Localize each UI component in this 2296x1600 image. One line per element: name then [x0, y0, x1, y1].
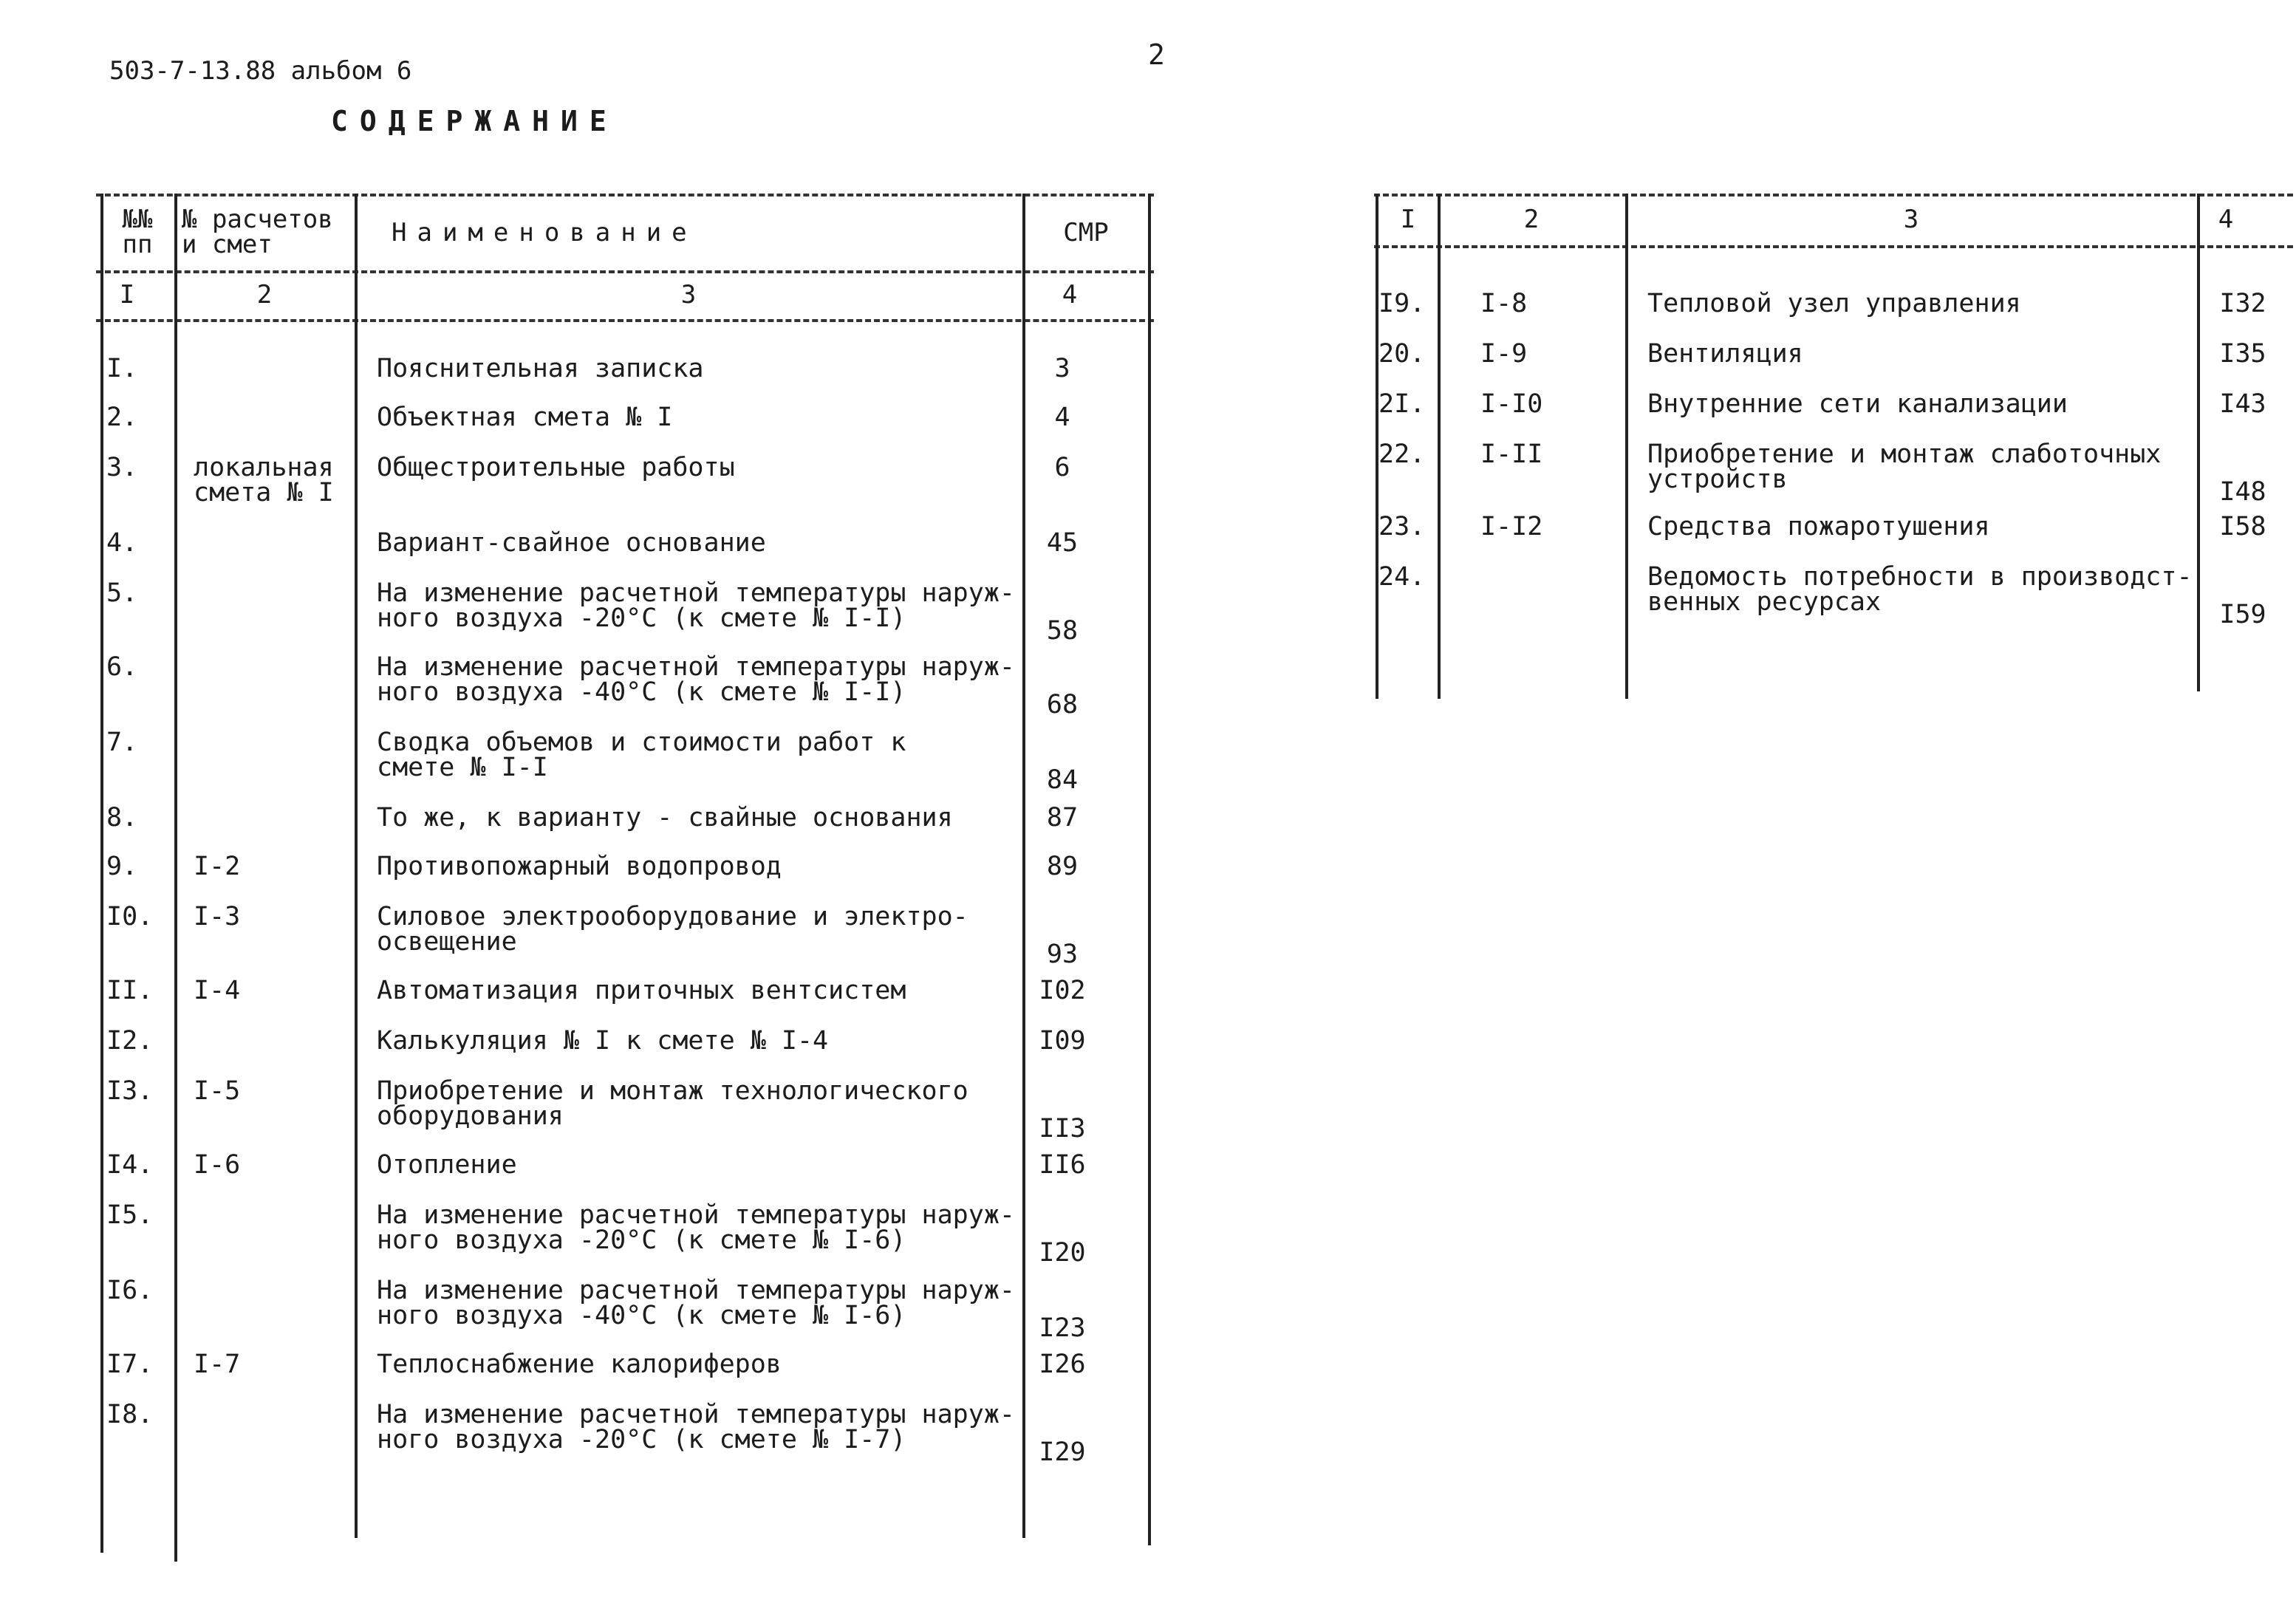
row-number: I3. — [106, 1076, 154, 1106]
page-ref: 93 — [1046, 940, 1079, 969]
row-number: 3. — [106, 453, 138, 482]
document-code: 503-7-13.88 альбом 6 — [109, 56, 412, 86]
row-number: 4. — [106, 528, 138, 558]
item-name: Отопление — [377, 1150, 517, 1180]
table-rule — [1374, 194, 2293, 196]
estimate-ref: I-I2 — [1480, 512, 1543, 541]
row-number: I2. — [106, 1026, 154, 1056]
page-ref: I29 — [1039, 1437, 1086, 1467]
item-name: Силовое электрооборудование и электро- освещение — [377, 902, 968, 957]
row-number: I6. — [106, 1276, 154, 1305]
col-number-4: 4 — [2218, 205, 2234, 234]
item-name: Ведомость потребности в производст- венных ресурсах — [1647, 562, 2193, 617]
column-divider — [174, 194, 177, 1562]
estimate-ref: I-7 — [194, 1350, 241, 1379]
col-number-1: I — [119, 280, 135, 310]
column-divider — [2197, 194, 2200, 691]
row-number: 5. — [106, 578, 138, 608]
page-ref: 3 — [1054, 354, 1070, 383]
estimate-ref: I-II — [1480, 440, 1543, 469]
row-number: I7. — [106, 1350, 154, 1379]
estimate-ref: I-5 — [194, 1076, 241, 1106]
item-name: Калькуляция № I к смете № I-4 — [377, 1026, 829, 1056]
estimate-ref: I-6 — [194, 1150, 241, 1180]
page-ref: 58 — [1046, 616, 1079, 646]
page-ref: 89 — [1046, 852, 1079, 881]
item-name: Общестроительные работы — [377, 453, 735, 482]
table-rule — [96, 194, 1154, 196]
item-name: Вентиляция — [1647, 339, 1803, 369]
item-name: Теплоснабжение калориферов — [377, 1350, 782, 1379]
column-divider — [355, 194, 358, 1538]
item-name: Объектная смета № I — [377, 403, 673, 432]
column-divider — [1625, 194, 1628, 699]
page-ref: I48 — [2219, 477, 2266, 507]
col-header-no: №№ пп — [122, 205, 153, 259]
row-number: 2I. — [1378, 389, 1426, 419]
row-number: 8. — [106, 803, 138, 833]
page-ref: I43 — [2219, 389, 2266, 419]
item-name: Автоматизация приточных вентсистем — [377, 976, 906, 1005]
page-ref: I58 — [2219, 512, 2266, 541]
page-ref: I26 — [1039, 1350, 1086, 1379]
page-ref: I35 — [2219, 339, 2266, 369]
row-number: 9. — [106, 852, 138, 881]
row-number: II. — [106, 976, 154, 1005]
row-number: 7. — [106, 728, 138, 757]
estimate-ref: I-I0 — [1480, 389, 1543, 419]
col-number-3: 3 — [1903, 205, 1919, 234]
item-name: Средства пожаротушения — [1647, 512, 1990, 541]
item-name: На изменение расчетной температуры наруж- ного воздуха -40°С (к смете № I-I) — [377, 652, 1015, 707]
page-ref: I59 — [2219, 600, 2266, 629]
item-name: То же, к варианту - свайные основания — [377, 803, 953, 833]
item-name: Тепловой узел управления — [1647, 289, 2021, 318]
col-header-ref: № расчетов и смет — [182, 205, 333, 259]
column-divider — [100, 194, 103, 1553]
item-name: Приобретение и монтаж слаботочных устройств — [1647, 440, 2162, 494]
row-number: 22. — [1378, 440, 1426, 469]
col-number-3: 3 — [680, 280, 697, 310]
page-ref: II3 — [1039, 1114, 1086, 1143]
item-name: Приобретение и монтаж технологического оборудования — [377, 1076, 968, 1131]
page-ref: I32 — [2219, 289, 2266, 318]
page-ref: I02 — [1039, 976, 1086, 1005]
row-number: I4. — [106, 1150, 154, 1180]
page-ref: 6 — [1054, 453, 1070, 482]
table-rule — [1374, 245, 2293, 248]
col-header-page: СМР — [1063, 218, 1109, 247]
row-number: 6. — [106, 652, 138, 682]
item-name: На изменение расчетной температуры наруж- ного воздуха -20°С (к смете № I-7) — [377, 1400, 1015, 1454]
col-number-1: I — [1400, 205, 1416, 234]
estimate-ref: локальная смета № I — [194, 453, 334, 507]
estimate-ref: I-3 — [194, 902, 241, 931]
row-number: 23. — [1378, 512, 1426, 541]
page-number: 2 — [1148, 38, 1165, 71]
row-number: I9. — [1378, 289, 1426, 318]
page-title: СОДЕРЖАНИЕ — [331, 105, 618, 137]
item-name: Сводка объемов и стоимости работ к смете № I-I — [377, 728, 906, 782]
page-ref: I09 — [1039, 1026, 1086, 1056]
col-number-2: 2 — [1523, 205, 1540, 234]
item-name: На изменение расчетной температуры наруж- ного воздуха -20°С (к смете № I-6) — [377, 1200, 1015, 1255]
estimate-ref: I-4 — [194, 976, 241, 1005]
item-name: Внутренние сети канализации — [1647, 389, 2068, 419]
col-number-4: 4 — [1062, 280, 1078, 310]
page-ref: I23 — [1039, 1313, 1086, 1343]
item-name: На изменение расчетной температуры наруж- ного воздуха -20°С (к смете № I-I) — [377, 578, 1015, 633]
column-divider — [1148, 194, 1151, 1545]
item-name: Пояснительная записка — [377, 354, 704, 383]
page-ref: I20 — [1039, 1238, 1086, 1268]
item-name: Вариант-свайное основание — [377, 528, 766, 558]
row-number: 20. — [1378, 339, 1426, 369]
row-number: I5. — [106, 1200, 154, 1230]
col-header-name: Наименование — [392, 218, 697, 247]
table-rule — [96, 270, 1154, 273]
row-number: I0. — [106, 902, 154, 931]
estimate-ref: I-9 — [1480, 339, 1528, 369]
page-ref: II6 — [1039, 1150, 1086, 1180]
row-number: I. — [106, 354, 138, 383]
row-number: I8. — [106, 1400, 154, 1429]
page-ref: 87 — [1046, 803, 1079, 833]
row-number: 24. — [1378, 562, 1426, 592]
page-ref: 68 — [1046, 690, 1079, 719]
row-number: 2. — [106, 403, 138, 432]
item-name: На изменение расчетной температуры наруж- ного воздуха -40°С (к смете № I-6) — [377, 1276, 1015, 1330]
table-rule — [96, 319, 1154, 322]
col-number-2: 2 — [256, 280, 273, 310]
estimate-ref: I-2 — [194, 852, 241, 881]
page-ref: 45 — [1046, 528, 1079, 558]
page-ref: 4 — [1054, 403, 1070, 432]
page-ref: 84 — [1046, 765, 1079, 795]
column-divider — [1438, 194, 1441, 699]
estimate-ref: I-8 — [1480, 289, 1528, 318]
item-name: Противопожарный водопровод — [377, 852, 782, 881]
